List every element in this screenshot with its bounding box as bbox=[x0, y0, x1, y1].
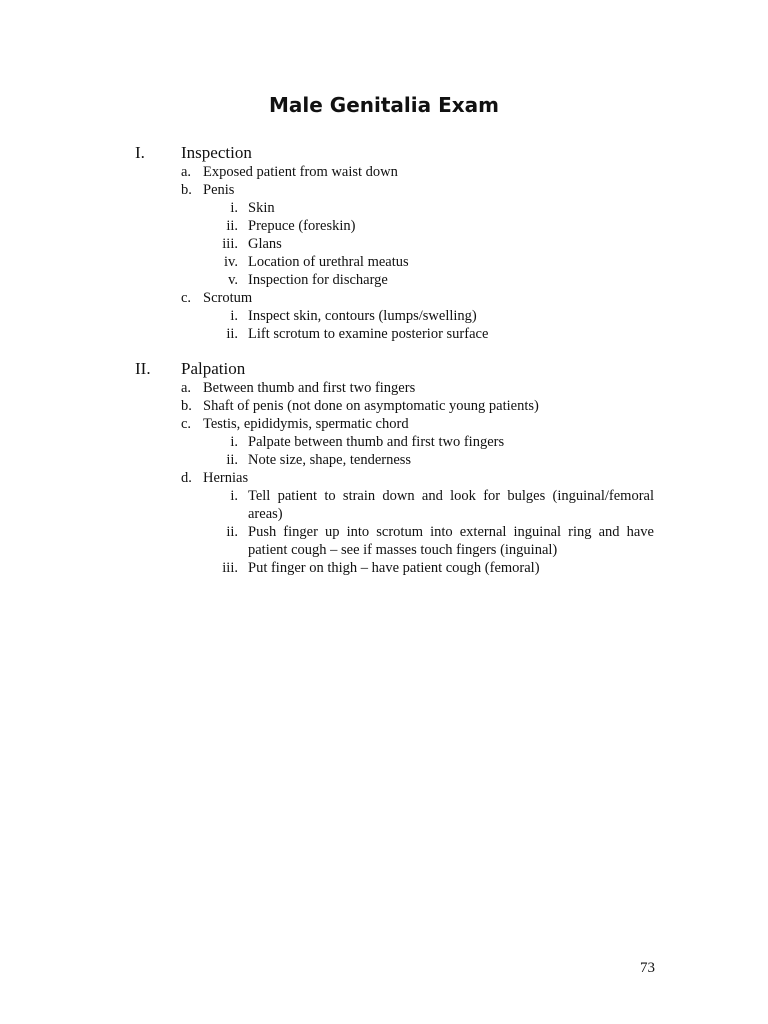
sub-list-marker: i. bbox=[230, 200, 238, 216]
section-heading bbox=[0, 359, 768, 379]
sub-list-item-text: Push finger up into scrotum into external inguinal ring and have patient cough – see if masses touch fingers (inguinal) bbox=[248, 524, 654, 558]
list-marker: b. bbox=[181, 398, 192, 414]
sub-list-marker: i. bbox=[230, 488, 238, 504]
sub-list-item bbox=[0, 199, 768, 217]
sub-list-item bbox=[0, 325, 768, 343]
list-item bbox=[0, 289, 768, 307]
sub-list-item bbox=[0, 235, 768, 253]
list-marker: d. bbox=[181, 470, 192, 486]
section-palpation bbox=[0, 359, 768, 577]
list-marker: c. bbox=[181, 416, 192, 432]
sub-list-marker: iv. bbox=[224, 254, 238, 270]
sub-list-marker: v. bbox=[228, 272, 238, 288]
sub-list-item bbox=[0, 307, 768, 325]
sub-list-marker: ii. bbox=[226, 218, 238, 234]
sub-list-item-text: Inspect skin, contours (lumps/swelling) bbox=[248, 308, 477, 324]
sub-list-item-text: Skin bbox=[248, 200, 275, 216]
page-number: 73 bbox=[640, 960, 655, 976]
page-title: Male Genitalia Exam bbox=[269, 93, 499, 117]
sub-list-marker: i. bbox=[230, 434, 238, 450]
list-item bbox=[0, 181, 768, 199]
section-numeral: I. bbox=[135, 143, 145, 162]
sub-list-marker: ii. bbox=[226, 524, 238, 540]
sub-list-item-text: Note size, shape, tenderness bbox=[248, 452, 412, 468]
section-heading bbox=[0, 143, 768, 163]
list-item bbox=[0, 397, 768, 415]
list-item-text: Hernias bbox=[203, 470, 249, 486]
sub-list-item bbox=[0, 451, 768, 469]
list-item-text: Shaft of penis (not done on asymptomatic young patients) bbox=[203, 398, 539, 414]
list-item-text: Scrotum bbox=[203, 290, 253, 306]
sub-list-item bbox=[0, 217, 768, 235]
list-item-text: Testis, epididymis, spermatic chord bbox=[203, 416, 409, 432]
sub-list-marker: ii. bbox=[226, 326, 238, 342]
list-item-text: Between thumb and first two fingers bbox=[203, 380, 416, 396]
section-title: Inspection bbox=[181, 143, 252, 162]
list-marker: a. bbox=[181, 380, 192, 396]
sub-list-item bbox=[0, 433, 768, 451]
sub-list-item-text: Palpate between thumb and first two fingers bbox=[248, 434, 505, 450]
list-item bbox=[0, 379, 768, 397]
sub-list-marker: iii. bbox=[222, 236, 238, 252]
sub-list-item bbox=[0, 559, 768, 577]
sub-list-marker: ii. bbox=[226, 452, 238, 468]
section-title: Palpation bbox=[181, 359, 246, 378]
sub-list-item bbox=[0, 253, 768, 271]
list-item bbox=[0, 469, 768, 487]
sub-list-item bbox=[0, 487, 768, 523]
sub-list-item-text: Inspection for discharge bbox=[248, 272, 388, 288]
list-marker: c. bbox=[181, 290, 192, 306]
list-item bbox=[0, 163, 768, 181]
list-item-text: Penis bbox=[203, 182, 235, 198]
sub-list-item-text: Tell patient to strain down and look for bulges (inguinal/femoral areas) bbox=[248, 488, 654, 522]
sub-list-item-text: Lift scrotum to examine posterior surface bbox=[248, 326, 489, 342]
list-item-text: Exposed patient from waist down bbox=[203, 164, 398, 180]
sub-list-marker: i. bbox=[230, 308, 238, 324]
sub-list-item-text: Glans bbox=[248, 236, 282, 252]
sub-list-item-text: Location of urethral meatus bbox=[248, 254, 409, 270]
sub-list-item-text: Prepuce (foreskin) bbox=[248, 218, 356, 234]
sub-list-item-text: Put finger on thigh – have patient cough (femoral) bbox=[248, 560, 540, 576]
sub-list-item bbox=[0, 523, 768, 559]
list-marker: b. bbox=[181, 182, 192, 198]
section-inspection bbox=[0, 143, 768, 343]
sub-list-item bbox=[0, 271, 768, 289]
section-numeral: II. bbox=[135, 359, 151, 378]
list-marker: a. bbox=[181, 164, 192, 180]
sub-list-marker: iii. bbox=[222, 560, 238, 576]
list-item bbox=[0, 415, 768, 433]
